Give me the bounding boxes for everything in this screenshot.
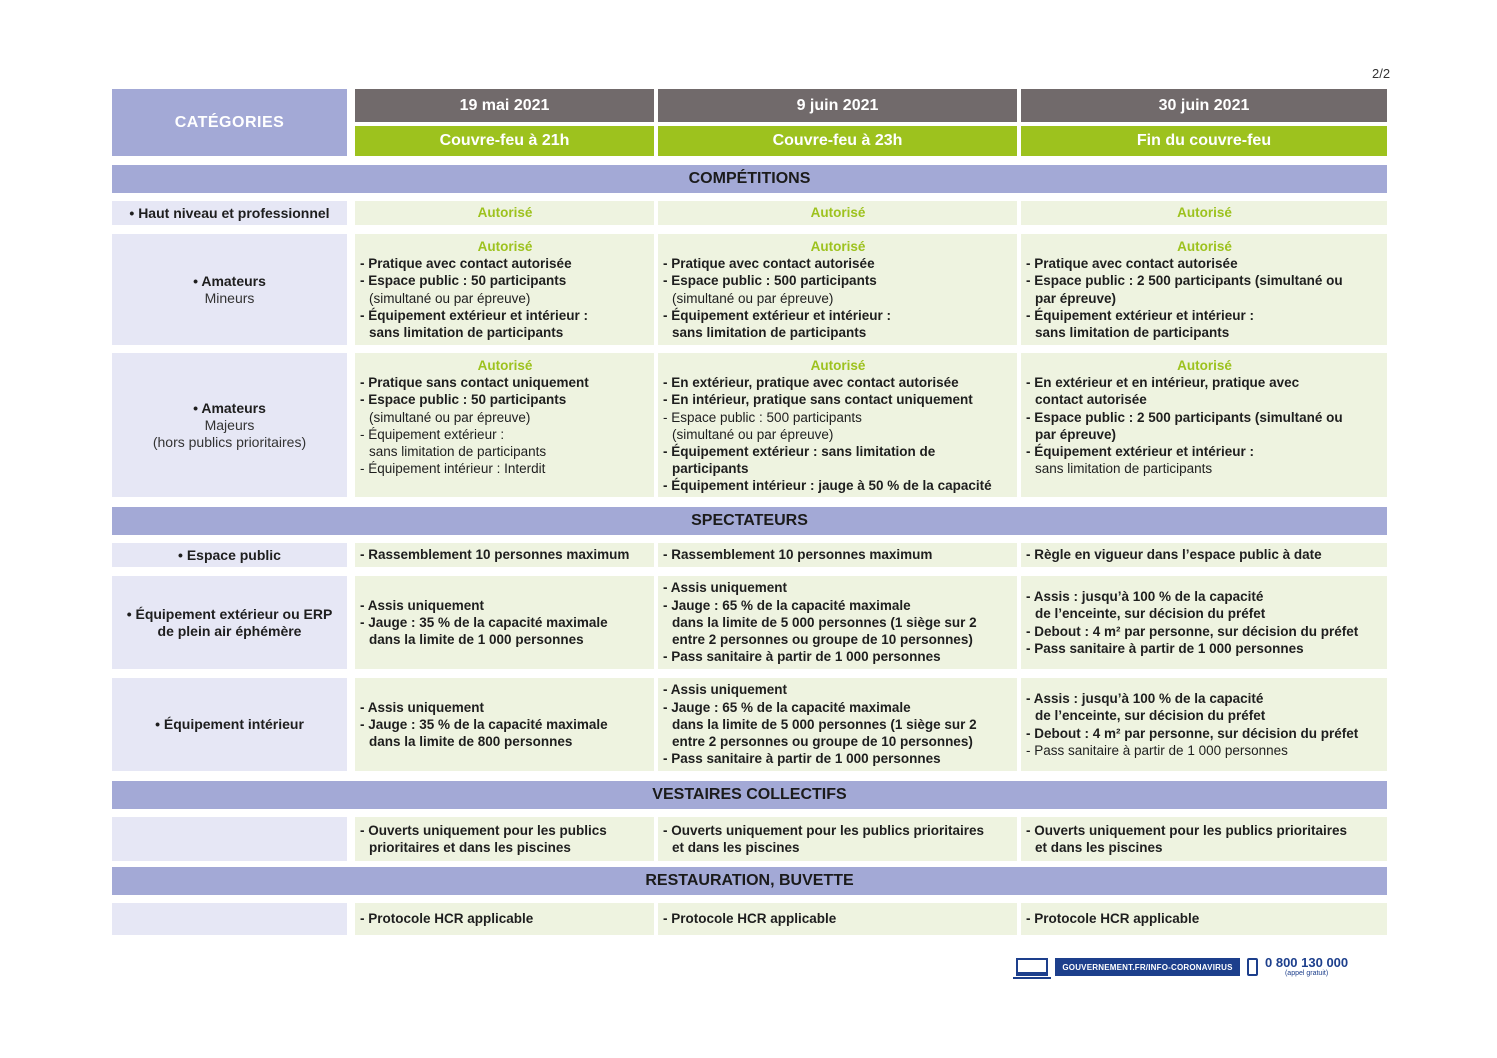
- phone-info: [1265, 956, 1348, 978]
- cell-equipement-exterieur-1: [355, 576, 654, 669]
- cell-line: et dans les piscines: [672, 840, 800, 855]
- cell-line: - Espace public : 50 participants: [360, 273, 567, 289]
- cell-amateurs-mineurs-2: [658, 234, 1017, 345]
- cell-line: de l’enceinte, sur décision du préfet: [1035, 708, 1266, 724]
- status-text: Autorisé: [810, 205, 866, 221]
- cell-line: sans limitation de participants: [369, 444, 547, 460]
- row-label-text: • Espace public: [178, 546, 281, 563]
- cell-line: - Espace public : 2 500 participants (simultané ou: [1026, 273, 1343, 289]
- cell-line: entre 2 personnes ou groupe de 10 personnes): [672, 632, 973, 648]
- cell-line: - Règle en vigueur dans l’espace public à date: [1026, 547, 1322, 563]
- row-label-text: • Amateurs: [193, 399, 266, 416]
- section-vestiaires: VESTAIRES COLLECTIFS: [112, 781, 1387, 809]
- cell-line: sans limitation de participants: [1035, 324, 1230, 340]
- cell-line: - Protocole HCR applicable: [360, 911, 534, 927]
- cell-amateurs-majeurs-2: [658, 353, 1017, 497]
- cell-line: sans limitation de participants: [1035, 461, 1213, 477]
- column-date-3: 30 juin 2021: [1021, 89, 1387, 122]
- cell-espace-public-2: [658, 543, 1017, 567]
- cell-haut-niveau-3: [1021, 201, 1387, 225]
- row-label-text: • Équipement extérieur ou ERP: [126, 605, 333, 622]
- status-text: Autorisé: [477, 358, 533, 373]
- row-sublabel-text: (hors publics prioritaires): [152, 433, 307, 450]
- row-label-espace-public: [112, 543, 347, 567]
- cell-line: - Jauge : 65 % de la capacité maximale: [663, 597, 911, 613]
- cell-haut-niveau-2: [658, 201, 1017, 225]
- column-curfew-3: Fin du couvre-feu: [1021, 126, 1387, 156]
- cell-line: - Équipement extérieur et intérieur :: [360, 307, 589, 323]
- cell-line: - Protocole HCR applicable: [1026, 911, 1200, 927]
- cell-vestiaires-1: [355, 817, 654, 861]
- categories-header: CATÉGORIES: [112, 89, 347, 156]
- cell-line: par épreuve): [1035, 290, 1117, 306]
- cell-line: - Ouverts uniquement pour les publics: [360, 822, 607, 838]
- column-curfew-1: Couvre-feu à 21h: [355, 126, 654, 156]
- cell-line: - Assis uniquement: [360, 699, 485, 715]
- cell-vestiaires-3: [1021, 817, 1387, 861]
- status-text: Autorisé: [810, 238, 866, 254]
- row-label-amateurs-majeurs: [112, 353, 347, 497]
- cell-restauration-2: [658, 903, 1017, 935]
- cell-line: (simultané ou par épreuve): [369, 290, 531, 306]
- cell-line: - Rassemblement 10 personnes maximum: [360, 547, 630, 563]
- cell-line: - Pass sanitaire à partir de 1 000 personnes: [1026, 742, 1288, 758]
- cell-line: - Jauge : 65 % de la capacité maximale: [663, 699, 911, 715]
- cell-line: - Espace public : 50 participants: [360, 392, 567, 408]
- cell-line: - Ouverts uniquement pour les publics prioritaires: [663, 822, 985, 838]
- cell-line: - Pass sanitaire à partir de 1 000 personnes: [663, 649, 941, 665]
- cell-line: - Debout : 4 m² par personne, sur décision du préfet: [1026, 623, 1359, 639]
- section-restauration: RESTAURATION, BUVETTE: [112, 867, 1387, 895]
- cell-line: - Assis : jusqu’à 100 % de la capacité: [1026, 691, 1264, 707]
- cell-line: - Protocole HCR applicable: [663, 911, 837, 927]
- row-label-haut-niveau: [112, 201, 347, 225]
- phone-note: (appel gratuit): [1284, 970, 1329, 977]
- cell-line: - Équipement extérieur et intérieur :: [1026, 307, 1255, 323]
- cell-line: prioritaires et dans les piscines: [369, 840, 571, 855]
- row-sublabel-text: Majeurs: [204, 416, 255, 433]
- row-label-amateurs-mineurs: [112, 234, 347, 345]
- cell-line: - Pratique avec contact autorisée: [360, 256, 572, 272]
- page-number: 2/2: [1372, 66, 1391, 81]
- row-label-text: • Amateurs: [193, 272, 266, 289]
- cell-line: - Assis : jusqu’à 100 % de la capacité: [1026, 589, 1264, 605]
- cell-line: - Pratique avec contact autorisée: [1026, 256, 1238, 272]
- row-label-vestiaires: [112, 817, 347, 861]
- cell-vestiaires-2: [658, 817, 1017, 861]
- cell-equipement-interieur-3: [1021, 678, 1387, 771]
- status-text: Autorisé: [1177, 358, 1232, 373]
- cell-line: - Espace public : 500 participants: [663, 409, 862, 425]
- cell-line: - Pass sanitaire à partir de 1 000 personnes: [663, 751, 941, 767]
- cell-line: - Debout : 4 m² par personne, sur décision du préfet: [1026, 725, 1359, 741]
- cell-equipement-exterieur-3: [1021, 576, 1387, 669]
- cell-equipement-interieur-1: [355, 678, 654, 771]
- status-text: Autorisé: [1177, 238, 1232, 254]
- row-label-text: de plein air éphémère: [157, 622, 302, 639]
- cell-line: par épreuve): [1035, 426, 1117, 442]
- section-competitions: COMPÉTITIONS: [112, 165, 1387, 193]
- cell-restauration-1: [355, 903, 654, 935]
- cell-line: - Équipement extérieur :: [360, 426, 505, 442]
- cell-restauration-3: [1021, 903, 1387, 935]
- row-label-equipement-exterieur: [112, 576, 347, 669]
- cell-line: (simultané ou par épreuve): [369, 409, 531, 425]
- cell-line: dans la limite de 1 000 personnes: [369, 632, 584, 648]
- cell-espace-public-1: [355, 543, 654, 567]
- cell-line: - Jauge : 35 % de la capacité maximale: [360, 614, 608, 630]
- cell-equipement-exterieur-2: [658, 576, 1017, 669]
- phone-number[interactable]: 0 800 130 000: [1265, 955, 1349, 970]
- row-label-text: • Haut niveau et professionnel: [129, 204, 330, 221]
- cell-line: - Espace public : 500 participants: [663, 273, 877, 289]
- cell-espace-public-3: [1021, 543, 1387, 567]
- cell-line: - Pass sanitaire à partir de 1 000 personnes: [1026, 640, 1304, 656]
- phone-icon: [1247, 958, 1258, 976]
- row-label-equipement-interieur: [112, 678, 347, 771]
- cell-line: - Assis uniquement: [663, 580, 788, 596]
- cell-line: - Équipement intérieur : Interdit: [360, 461, 546, 477]
- cell-line: participants: [672, 461, 749, 477]
- status-text: Autorisé: [810, 358, 866, 373]
- row-sublabel-text: Mineurs: [204, 289, 255, 306]
- cell-line: - Espace public : 2 500 participants (simultané ou: [1026, 409, 1343, 425]
- cell-line: - Équipement extérieur et intérieur :: [1026, 444, 1255, 460]
- status-text: Autorisé: [1177, 205, 1232, 221]
- cell-haut-niveau-1: [355, 201, 654, 225]
- cell-amateurs-mineurs-1: [355, 234, 654, 345]
- cell-line: contact autorisée: [1035, 392, 1147, 408]
- cell-line: - Équipement extérieur et intérieur :: [663, 307, 892, 323]
- cell-equipement-interieur-2: [658, 678, 1017, 771]
- cell-line: entre 2 personnes ou groupe de 10 personnes): [672, 734, 973, 750]
- column-curfew-2: Couvre-feu à 23h: [658, 126, 1017, 156]
- cell-line: - En extérieur, pratique avec contact autorisée: [663, 375, 959, 391]
- cell-line: sans limitation de participants: [369, 324, 564, 340]
- cell-line: et dans les piscines: [1035, 840, 1163, 855]
- cell-line: - Rassemblement 10 personnes maximum: [663, 547, 933, 563]
- cell-line: - Équipement extérieur : sans limitation de: [663, 444, 936, 460]
- status-text: Autorisé: [477, 205, 533, 221]
- footer: [1016, 952, 1348, 982]
- cell-line: dans la limite de 5 000 personnes (1 siège sur 2: [672, 716, 977, 732]
- cell-line: sans limitation de participants: [672, 324, 867, 340]
- column-date-1: 19 mai 2021: [355, 89, 654, 122]
- cell-amateurs-majeurs-3: [1021, 353, 1387, 497]
- cell-line: - En extérieur et en intérieur, pratique avec: [1026, 375, 1300, 391]
- cell-amateurs-mineurs-3: [1021, 234, 1387, 345]
- cell-line: - Pratique avec contact autorisée: [663, 256, 875, 272]
- cell-line: (simultané ou par épreuve): [672, 426, 834, 442]
- section-spectateurs: SPECTATEURS: [112, 507, 1387, 535]
- cell-line: - Assis uniquement: [663, 682, 788, 698]
- column-date-2: 9 juin 2021: [658, 89, 1017, 122]
- cell-line: - Jauge : 35 % de la capacité maximale: [360, 716, 608, 732]
- cell-line: - Ouverts uniquement pour les publics prioritaires: [1026, 822, 1348, 838]
- cell-line: - Équipement intérieur : jauge à 50 % de la capacité: [663, 478, 992, 494]
- cell-line: (simultané ou par épreuve): [672, 290, 834, 306]
- cell-line: - Assis uniquement: [360, 597, 485, 613]
- cell-line: - Pratique sans contact uniquement: [360, 375, 589, 391]
- cell-line: - En intérieur, pratique sans contact uniquement: [663, 392, 973, 408]
- cell-line: dans la limite de 800 personnes: [369, 734, 573, 750]
- cell-line: de l’enceinte, sur décision du préfet: [1035, 606, 1266, 622]
- monitor-icon: [1016, 958, 1048, 976]
- status-text: Autorisé: [477, 238, 533, 254]
- row-label-restauration: [112, 903, 347, 935]
- cell-amateurs-majeurs-1: [355, 353, 654, 497]
- row-label-text: • Équipement intérieur: [155, 716, 304, 732]
- cell-line: dans la limite de 5 000 personnes (1 siège sur 2: [672, 614, 977, 630]
- gov-website-link[interactable]: GOUVERNEMENT.FR/INFO-CORONAVIRUS: [1055, 958, 1240, 976]
